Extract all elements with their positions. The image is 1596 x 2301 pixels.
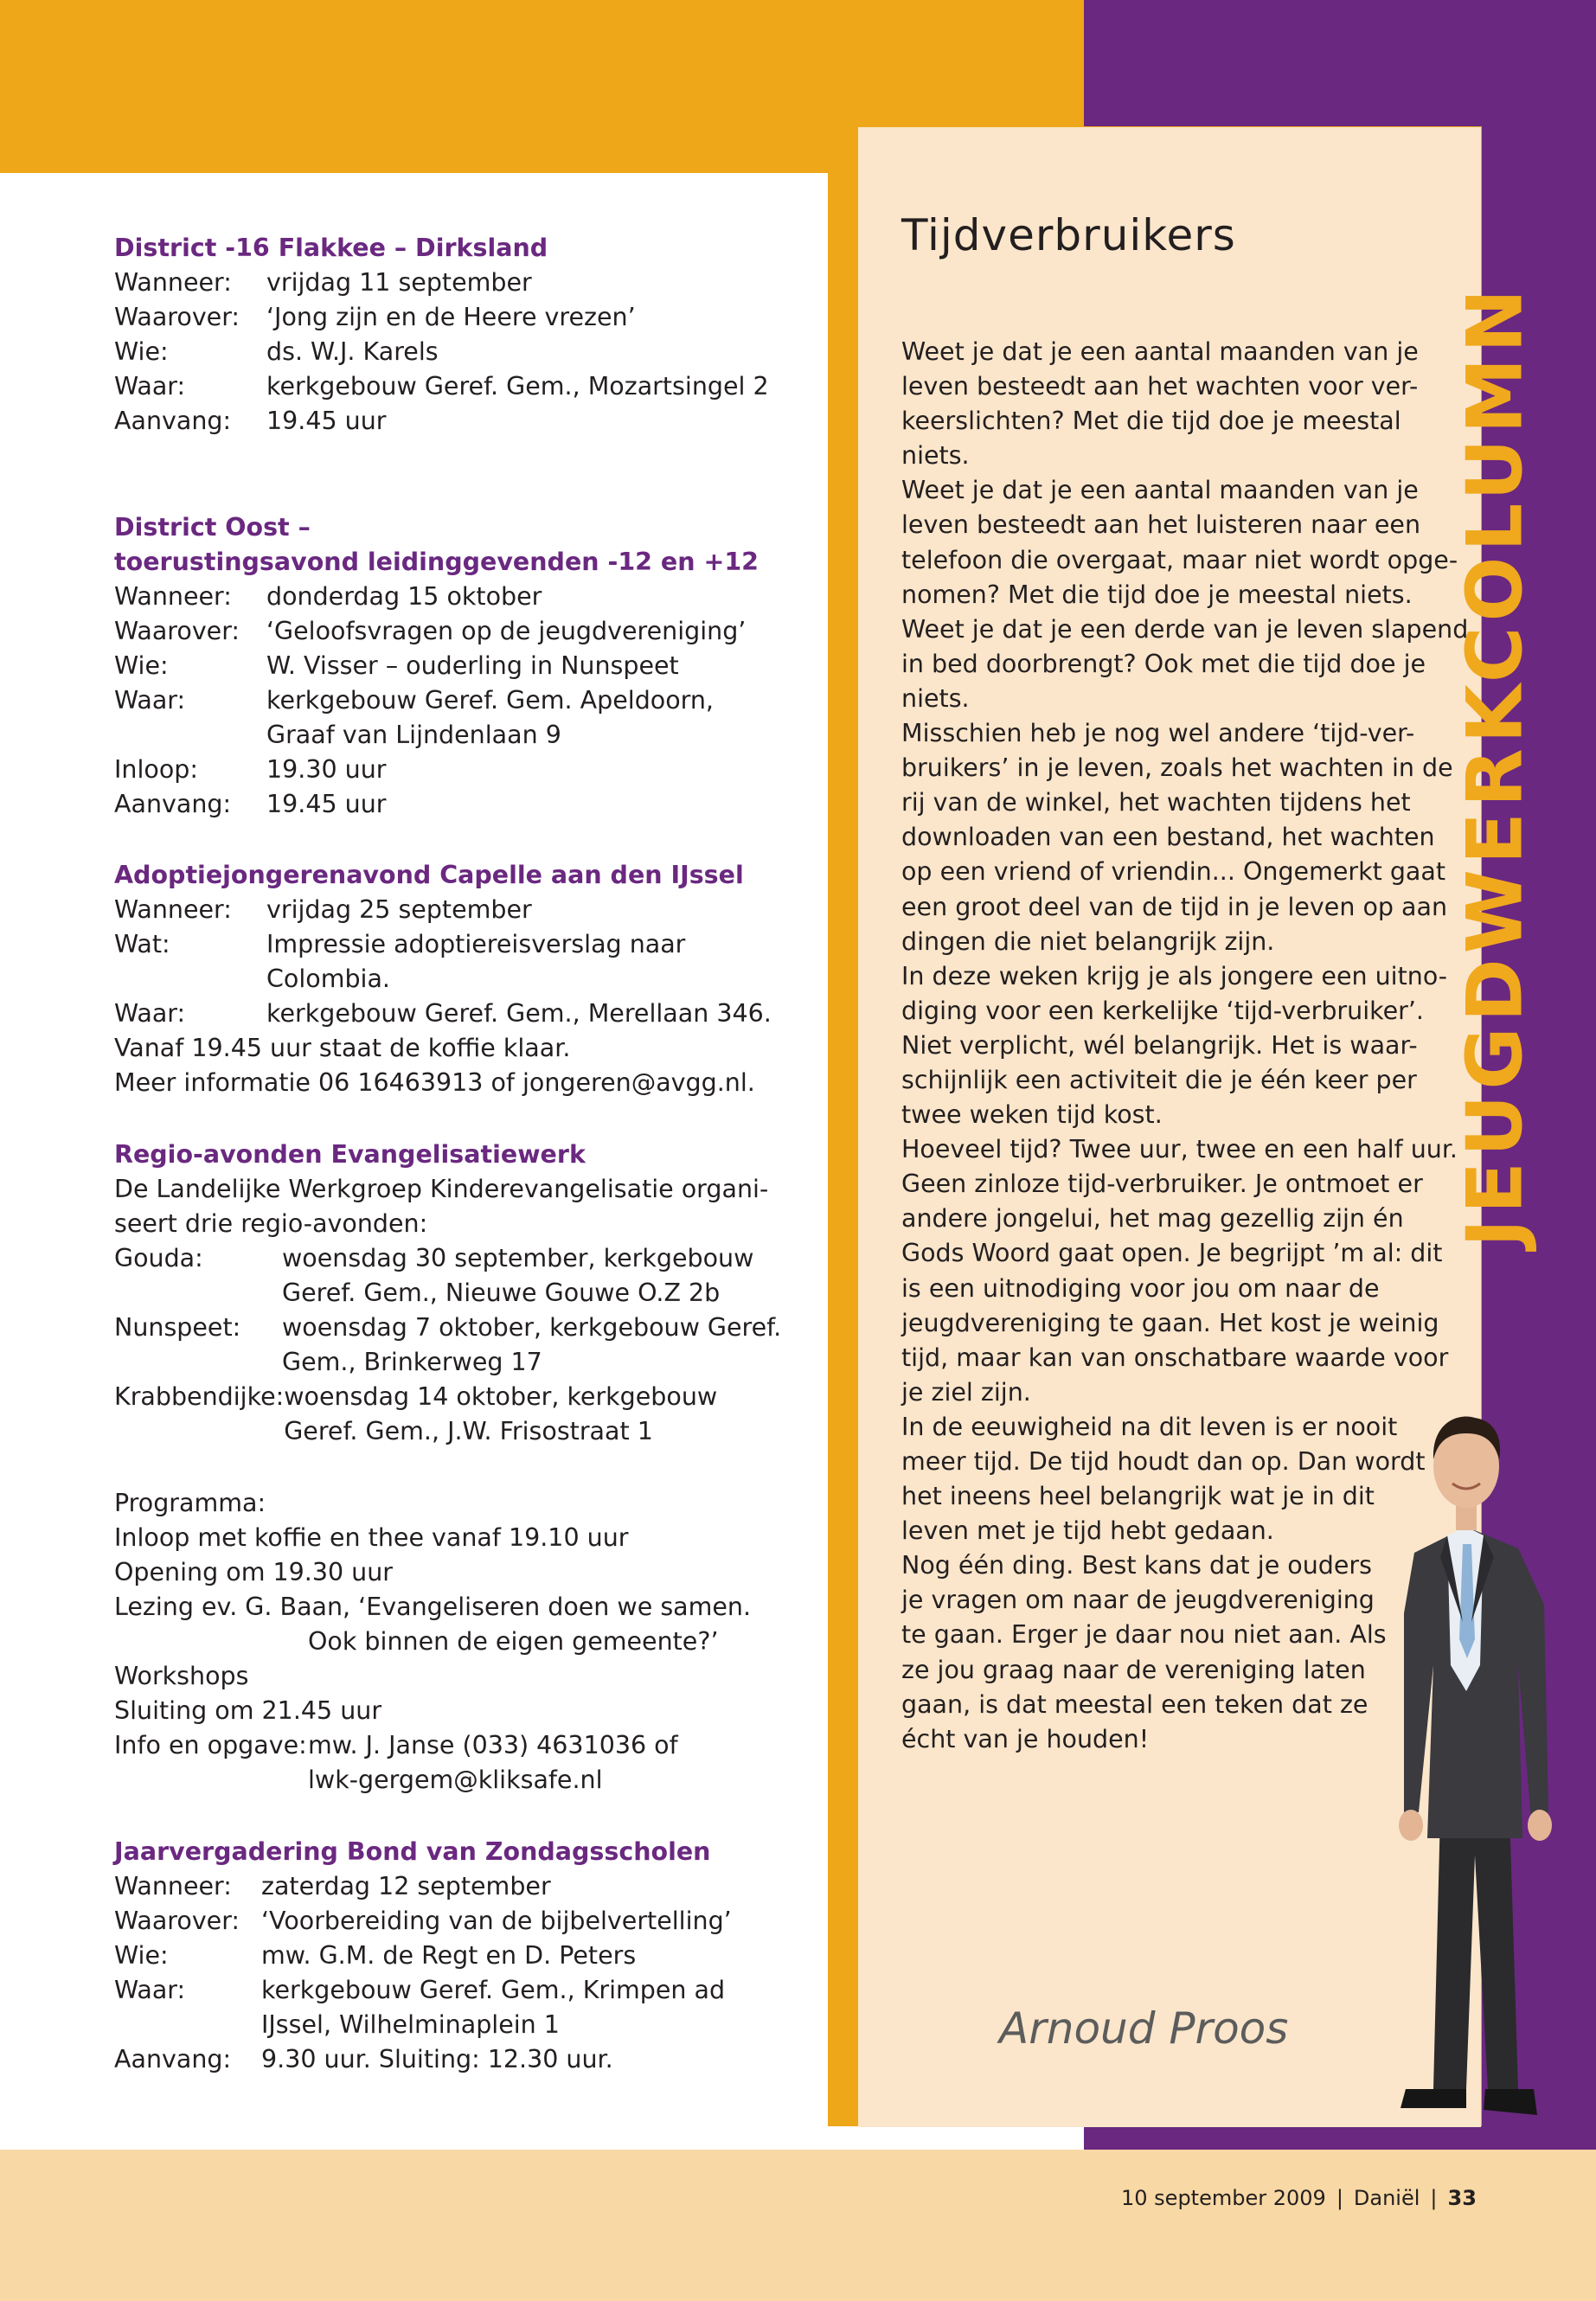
- text-line: Meer informatie 06 16463913 of jongeren@avgg.nl.: [114, 1068, 755, 1097]
- column-line: Niet verplicht, wél belangrijk. Het is waar-: [901, 1030, 1418, 1060]
- info-row: [114, 2042, 789, 2077]
- row-label: Wanneer:: [114, 895, 232, 924]
- info-row: [114, 997, 789, 1031]
- column-line: meer tijd. De tijd houdt dan op. Dan wordt: [901, 1447, 1426, 1476]
- row-value: Impressie adoptiereisverslag naar Colombia.: [266, 930, 686, 993]
- column-line: nomen? Met die tijd doe je meestal niets.: [901, 580, 1413, 609]
- bottom-footer-band: [0, 2150, 1596, 2301]
- row-label: Aanvang:: [114, 790, 232, 818]
- column-line: het ineens heel belangrijk wat je in dit: [901, 1482, 1375, 1511]
- column-line: Weet je dat je een aantal maanden van je: [901, 337, 1419, 366]
- column-line: diging voor een kerkelijke ‘tijd-verbruiker’.: [901, 996, 1424, 1025]
- row-value: W. Visser – ouderling in Nunspeet: [266, 651, 679, 680]
- info-row: [114, 266, 789, 300]
- row-value: kerkgebouw Geref. Gem., Merellaan 346.: [266, 999, 772, 1028]
- column-line: Weet je dat je een aantal maanden van je: [901, 476, 1419, 505]
- row-label: Wie:: [114, 1941, 169, 1970]
- row-value: ‘Jong zijn en de Heere vrezen’: [266, 303, 636, 331]
- column-line: telefoon die overgaat, maar niet wordt opge-: [901, 545, 1458, 574]
- column-line: in bed doorbrengt? Ook met die tijd doe je: [901, 649, 1426, 678]
- row-value: woensdag 7 oktober, kerkgebouw Geref. Gem., Brinkerweg 17: [282, 1313, 782, 1376]
- info-row: [114, 753, 789, 787]
- row-value: vrijdag 25 september: [266, 895, 532, 924]
- column-line: gaan, is dat meestal een teken dat ze: [901, 1689, 1368, 1719]
- info-row: [114, 1904, 789, 1939]
- info-row: [114, 1973, 789, 2042]
- row-label: Wanneer:: [114, 268, 232, 297]
- column-line: Hoeveel tijd? Twee uur, twee en een half uur.: [901, 1135, 1458, 1164]
- program-line: Ook binnen de eigen gemeente?’: [308, 1627, 719, 1656]
- row-label: Waar:: [114, 686, 186, 715]
- section-district-oost: [114, 510, 789, 822]
- row-value: mw. G.M. de Regt en D. Peters: [261, 1941, 637, 1970]
- row-label: Wie:: [114, 337, 169, 366]
- vertical-title-text: JEUGDWERKCOLUMN: [1450, 284, 1540, 1247]
- column-line: andere jongelui, het mag gezellig zijn én: [901, 1204, 1404, 1234]
- row-value: kerkgebouw Geref. Gem., Krimpen ad IJssel, Wilhelminaplein 1: [261, 1976, 726, 2039]
- signature-text: Arnoud Proos: [999, 2003, 1289, 2054]
- column-line: schijnlijk een activiteit die je één keer per: [901, 1065, 1417, 1094]
- column-line: je ziel zijn.: [901, 1377, 1031, 1407]
- row-value: 19.30 uur: [266, 755, 387, 784]
- program-line: Lezing ev. G. Baan, ‘Evangeliseren doen we samen.: [114, 1593, 752, 1621]
- row-label: Waar:: [114, 372, 186, 401]
- column-line: niets.: [901, 441, 970, 471]
- column-line: Misschien heb je nog wel andere ‘tijd-ver-: [901, 719, 1415, 748]
- column-line: jeugdvereniging te gaan. Het kost je weinig: [901, 1308, 1439, 1337]
- info-row: [114, 404, 789, 439]
- row-label: Aanvang:: [114, 2045, 232, 2073]
- info-row: [114, 335, 789, 369]
- info-row: [114, 1241, 789, 1311]
- text-line: Vanaf 19.45 uur staat de koffie klaar.: [114, 1034, 571, 1062]
- column-line: In de eeuwigheid na dit leven is er nooit: [901, 1412, 1398, 1441]
- row-label: Inloop:: [114, 755, 198, 784]
- row-label: Krabbendijke:: [114, 1382, 285, 1411]
- row-value: zaterdag 12 september: [261, 1872, 551, 1900]
- row-label: Waarover:: [114, 303, 240, 331]
- column-line: rij van de winkel, het wachten tijdens het: [901, 788, 1411, 817]
- column-line: een groot deel van de tijd in je leven op aan: [901, 892, 1448, 921]
- column-line: Nog één ding. Best kans dat je ouders: [901, 1551, 1372, 1580]
- column-line: ze jou graag naar de vereniging laten: [901, 1655, 1366, 1684]
- info-row: [114, 893, 789, 927]
- program-line: Opening om 19.30 uur: [114, 1558, 394, 1586]
- row-label: Wanneer:: [114, 1872, 232, 1900]
- intro-line: seert drie regio-avonden:: [114, 1209, 428, 1238]
- column-line: In deze weken krijg je als jongere een uitno-: [901, 961, 1448, 990]
- program-title: Programma:: [114, 1489, 266, 1517]
- section-title: District -16 Flakkee – Dirksland: [114, 234, 548, 262]
- row-value: mw. J. Janse (033) 4631036 of lwk-gergem@kliksafe.nl: [308, 1731, 678, 1794]
- footer-separator: |: [1336, 2186, 1343, 2210]
- info-row: [114, 300, 789, 335]
- info-row: [114, 1869, 789, 1904]
- column-line: Gods Woord gaat open. Je begrijpt ’m al: dit: [901, 1239, 1443, 1268]
- row-value: woensdag 30 september, kerkgebouw Geref. Gem., Nieuwe Gouwe O.Z 2b: [282, 1244, 754, 1307]
- row-value: ‘Geloofsvragen op de jeugdvereniging’: [266, 617, 747, 645]
- row-label: Waar:: [114, 1976, 186, 2004]
- column-line: écht van je houden!: [901, 1724, 1150, 1753]
- column-line: je vragen om naar de jeugdvereniging: [901, 1586, 1375, 1615]
- page-number: 33: [1447, 2186, 1477, 2210]
- section-title: Regio-avonden Evangelisatiewerk: [114, 1140, 586, 1169]
- info-row: [114, 614, 789, 649]
- column-line: tijd, maar kan van onschatbare waarde voor: [901, 1343, 1449, 1372]
- row-value: ds. W.J. Karels: [266, 337, 439, 366]
- info-row: [114, 1728, 789, 1798]
- info-row: [114, 649, 789, 683]
- section-jaarvergadering: [114, 1835, 789, 2077]
- column-line: is een uitnodiging voor jou om naar de: [901, 1273, 1380, 1303]
- row-label: Wanneer:: [114, 582, 232, 611]
- info-row: [114, 1380, 789, 1449]
- program-line: Sluiting om 21.45 uur: [114, 1696, 382, 1725]
- section-title-line2: toerustingsavond leidinggevenden -12 en +12: [114, 548, 759, 576]
- column-line: twee weken tijd kost.: [901, 1100, 1163, 1130]
- row-label: Wie:: [114, 651, 169, 680]
- column-line: downloaden van een bestand, het wachten: [901, 823, 1435, 852]
- footer-date: 10 september 2009: [1121, 2186, 1326, 2210]
- column-line: keerslichten? Met die tijd doe je meestal: [901, 407, 1401, 436]
- intro-line: De Landelijke Werkgroep Kinderevangelisatie organi-: [114, 1175, 769, 1203]
- signature: [995, 1981, 1315, 2067]
- row-label: Waarover:: [114, 1907, 240, 1935]
- row-value: woensdag 14 oktober, kerkgebouw Geref. Gem., J.W. Frisostraat 1: [284, 1382, 718, 1445]
- info-row: [114, 1939, 789, 1973]
- row-value: donderdag 15 oktober: [266, 582, 542, 611]
- column-line: te gaan. Erger je daar nou niet aan. Als: [901, 1620, 1387, 1650]
- row-value: 19.45 uur: [266, 407, 387, 435]
- section-title: Adoptiejongerenavond Capelle aan den IJssel: [114, 861, 744, 889]
- column-body: [901, 335, 1469, 1757]
- row-value: 19.45 uur: [266, 790, 387, 818]
- section-adoptiejongeren: [114, 858, 789, 1100]
- info-row: [114, 580, 789, 614]
- section-title-line1: District Oost –: [114, 513, 311, 542]
- section-regio-avonden: [114, 1138, 789, 1449]
- row-value: kerkgebouw Geref. Gem. Apeldoorn, Graaf van Lijndenlaan 9: [266, 686, 714, 749]
- row-value: 9.30 uur. Sluiting: 12.30 uur.: [261, 2045, 613, 2073]
- info-row: [114, 683, 789, 753]
- page-footer: [1121, 2186, 1477, 2210]
- row-label: Aanvang:: [114, 407, 232, 435]
- row-label: Waar:: [114, 999, 186, 1028]
- column-line: Geen zinloze tijd-verbruiker. Je ontmoet er: [901, 1170, 1423, 1199]
- info-row: [114, 1311, 789, 1380]
- footer-separator: |: [1430, 2186, 1438, 2210]
- column-line: op een vriend of vriendin... Ongemerkt gaat: [901, 857, 1446, 887]
- section-programma: [114, 1486, 789, 1798]
- footer-magazine: Daniël: [1353, 2186, 1420, 2210]
- row-value: vrijdag 11 september: [266, 268, 532, 297]
- row-value: kerkgebouw Geref. Gem., Mozartsingel 2: [266, 372, 769, 401]
- column-line: niets.: [901, 683, 970, 713]
- column-line: leven met je tijd hebt gedaan.: [901, 1516, 1274, 1546]
- info-row: [114, 787, 789, 822]
- column-title: Tijdverbruikers: [901, 210, 1236, 260]
- row-label: Wat:: [114, 930, 170, 958]
- column-line: leven besteedt aan het luisteren naar een: [901, 510, 1421, 540]
- row-label: Waarover:: [114, 617, 240, 645]
- column-line: Weet je dat je een derde van je leven slapend: [901, 614, 1469, 644]
- info-row: [114, 927, 789, 997]
- section-district-flakkee: [114, 231, 789, 439]
- program-line: Inloop met koffie en thee vanaf 19.10 uur: [114, 1523, 629, 1552]
- row-value: ‘Voorbereiding van de bijbelvertelling’: [261, 1907, 732, 1935]
- author-photo: [1380, 1406, 1553, 2132]
- row-label: Nunspeet:: [114, 1313, 241, 1342]
- column-line: leven besteedt aan het wachten voor ver-: [901, 372, 1419, 401]
- row-label: Info en opgave:: [114, 1731, 307, 1759]
- row-label: Gouda:: [114, 1244, 203, 1272]
- section-title: Jaarvergadering Bond van Zondagsscholen: [114, 1837, 711, 1866]
- program-line: Workshops: [114, 1662, 249, 1690]
- column-line: bruikers’ in je leven, zoals het wachten in de: [901, 753, 1453, 783]
- info-row: [114, 369, 789, 404]
- column-line: dingen die niet belangrijk zijn.: [901, 926, 1275, 956]
